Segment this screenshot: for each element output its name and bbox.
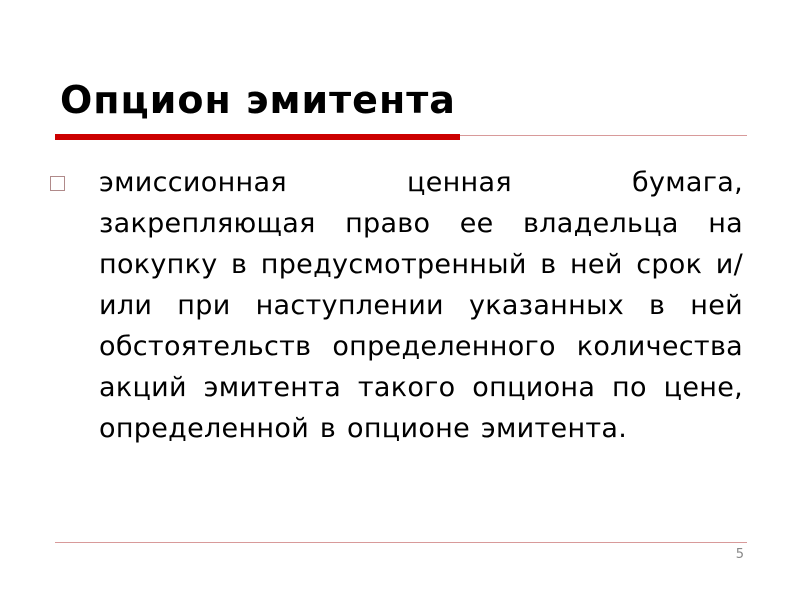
slide-title: Опцион эмитента xyxy=(60,78,456,122)
footer-divider xyxy=(55,542,747,543)
page-number: 5 xyxy=(735,547,744,562)
bullet-text: эмиссионная ценная бумага, закрепляющая право ее владельца на покупку в предусмотренный в ней срок и/или при наступлении указанных в ней обстоятельств определенного количества акций эмитента такого опциона по цене, определенной в опционе эмитента. xyxy=(99,167,743,444)
square-bullet-icon xyxy=(50,176,65,191)
title-accent-bar xyxy=(55,134,460,140)
